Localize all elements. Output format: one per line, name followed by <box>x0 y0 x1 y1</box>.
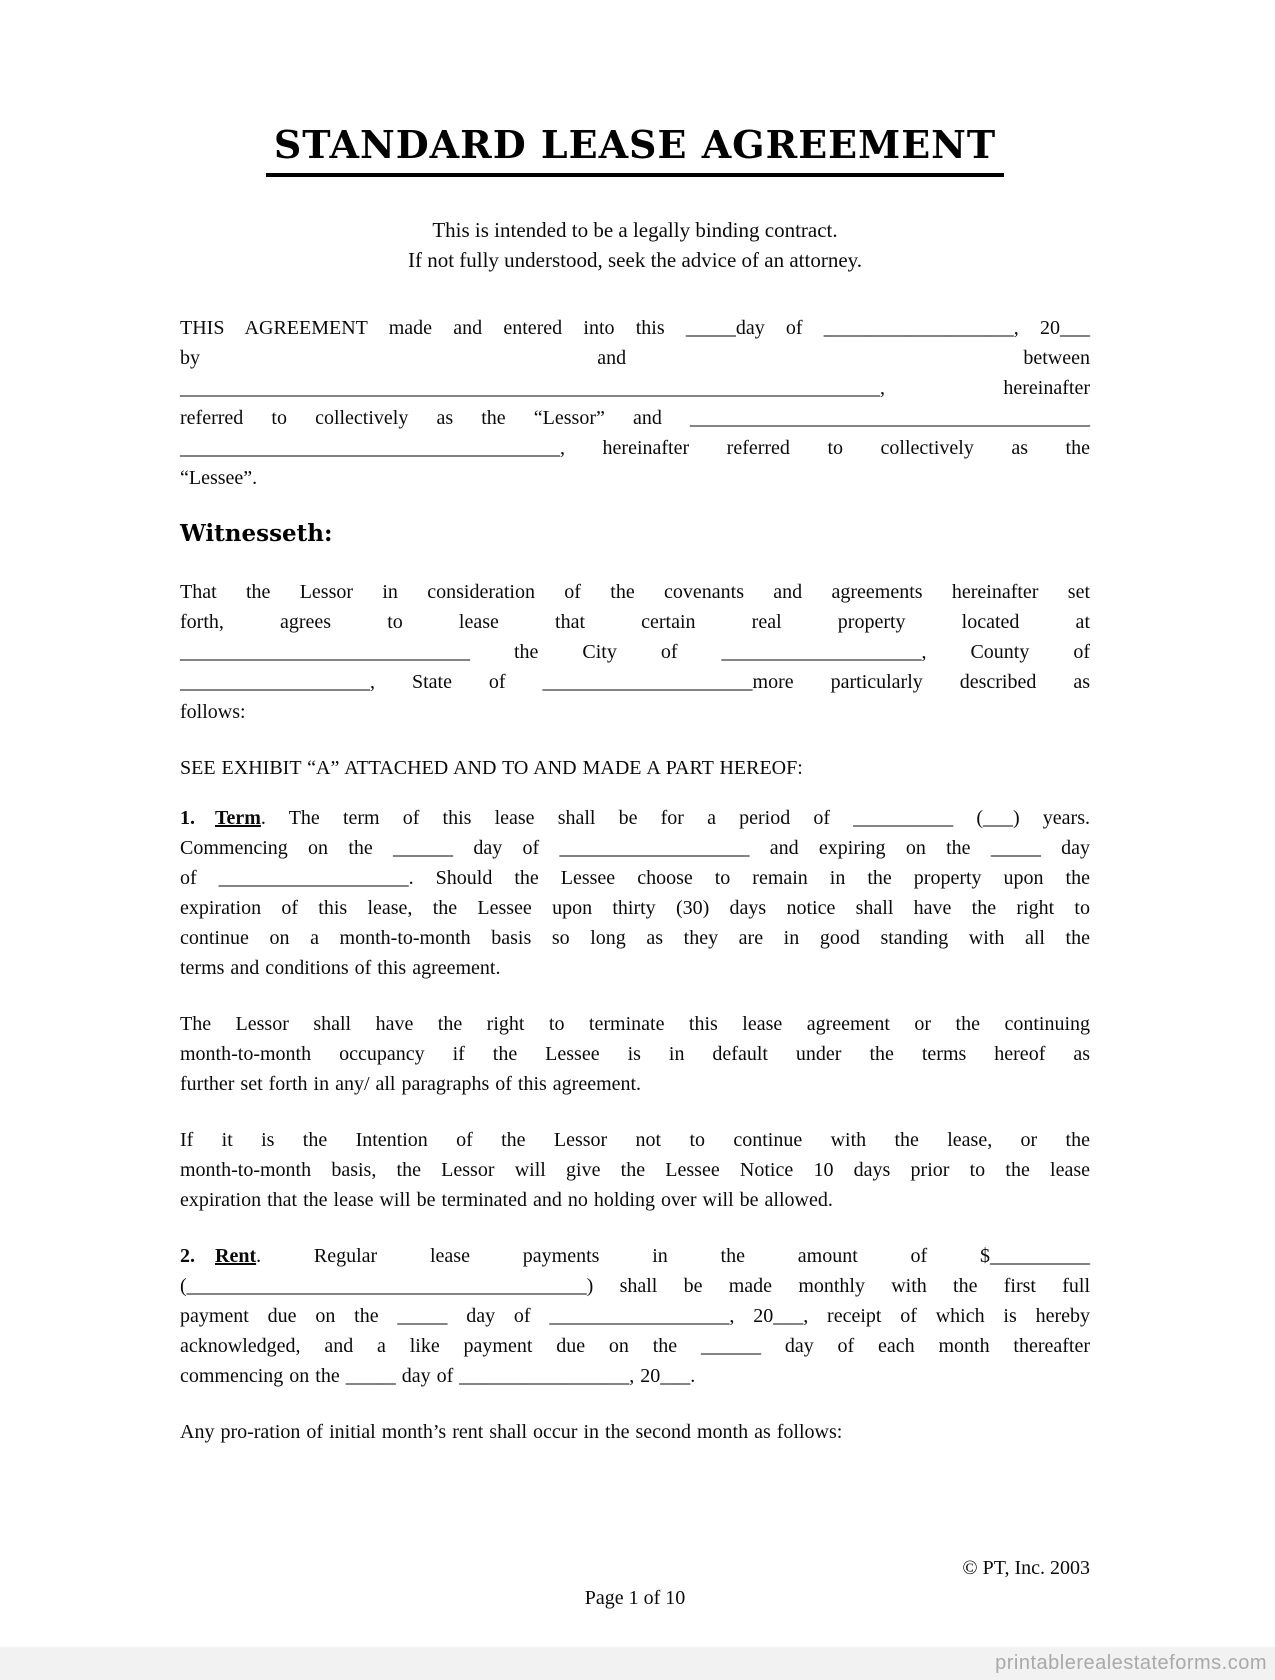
text-line: month-to-month occupancy if the Lessee is in default under the terms hereof as <box>180 1043 1090 1066</box>
copyright-notice: © PT, Inc. 2003 <box>962 1557 1090 1580</box>
text-line: further set forth in any/ all paragraphs of this agreement. <box>180 1073 642 1096</box>
document-content <box>0 120 1275 1613</box>
text-line: The Lessor shall have the right to terminate this lease agreement or the continuing <box>180 1013 1090 1036</box>
proration-paragraph <box>180 1417 1090 1447</box>
text-line: That the Lessor in consideration of the covenants and agreements hereinafter set <box>180 581 1090 604</box>
text-line: ______________________________________, hereinafter referred to collectively as the <box>180 437 1090 460</box>
page-number: Page 1 of 10 <box>584 1587 686 1610</box>
text-line: terms and conditions of this agreement. <box>180 957 501 980</box>
subtitle-line-2: If not fully understood, seek the advice of an attorney. <box>407 248 863 273</box>
exhibit-paragraph <box>180 753 1090 783</box>
clause-first-line-rest: . Regular lease payments in the amount of $__________ <box>256 1245 1090 1268</box>
clause-rent <box>180 1241 1090 1391</box>
watermark-site-name: printablerealestateforms.com <box>995 1652 1267 1674</box>
exhibit-line: SEE EXHIBIT “A” ATTACHED AND TO AND MADE A PART HEREOF: <box>180 757 803 780</box>
intention-paragraph <box>180 1125 1090 1215</box>
document-title <box>180 120 1090 177</box>
text-line: acknowledged, and a like payment due on the ______ day of each month thereafter <box>180 1335 1090 1358</box>
witnesseth-heading: Witnesseth: <box>180 520 333 548</box>
terminate-paragraph <box>180 1009 1090 1099</box>
text-line: ______________________________________________________________________, hereinafter <box>180 377 1090 400</box>
clause-rent-first-line <box>180 1241 1090 1271</box>
text-line: (________________________________________) shall be made monthly with the first full <box>180 1275 1090 1298</box>
text-line: of ___________________. Should the Lessee choose to remain in the property upon the <box>180 867 1090 890</box>
subtitle-line-1: This is intended to be a legally binding contract. <box>432 218 838 243</box>
proration-line: Any pro-ration of initial month’s rent shall occur in the second month as follows: <box>180 1421 843 1444</box>
text-line: month-to-month basis, the Lessor will give the Lessee Notice 10 days prior to the lease <box>180 1159 1090 1182</box>
witnesseth-paragraph <box>180 577 1090 727</box>
text-line: by and between <box>180 347 1090 370</box>
text-line: expiration that the lease will be terminated and no holding over will be allowed. <box>180 1189 833 1212</box>
text-line: THIS AGREEMENT made and entered into this _____day of ___________________, 20___ <box>180 317 1090 340</box>
watermark-band <box>0 1647 1275 1680</box>
clause-keyword: Rent <box>215 1245 257 1268</box>
text-line: expiration of this lease, the Lessee upon thirty (30) days notice shall have the right to <box>180 897 1090 920</box>
text-line: Commencing on the ______ day of ___________________ and expiring on the _____ day <box>180 837 1090 860</box>
text-line: “Lessee”. <box>180 467 258 490</box>
text-line: continue on a month-to-month basis so long as they are in good standing with all the <box>180 927 1090 950</box>
clause-term <box>180 803 1090 983</box>
text-line: follows: <box>180 701 246 724</box>
text-line: _____________________________ the City of ____________________, County of <box>180 641 1090 664</box>
text-line: forth, agrees to lease that certain real property located at <box>180 611 1090 634</box>
text-line: referred to collectively as the “Lessor” and ________________________________________ <box>180 407 1090 430</box>
text-line: If it is the Intention of the Lessor not to continue with the lease, or the <box>180 1129 1090 1152</box>
text-line: payment due on the _____ day of __________________, 20___, receipt of which is hereby <box>180 1305 1090 1328</box>
clause-first-line-rest: . The term of this lease shall be for a period of __________ (___) years. <box>260 807 1090 830</box>
document-subtitle <box>180 215 1090 275</box>
clause-keyword: Term <box>215 807 261 830</box>
clause-number: 1. <box>180 807 195 830</box>
clause-term-first-line <box>180 803 1090 833</box>
text-line: commencing on the _____ day of _________________, 20___. <box>180 1365 696 1388</box>
text-line: ___________________, State of _____________________more particularly described as <box>180 671 1090 694</box>
intro-paragraph <box>180 313 1090 493</box>
clause-number: 2. <box>180 1245 195 1268</box>
document-title-text: STANDARD LEASE AGREEMENT <box>266 120 1004 177</box>
